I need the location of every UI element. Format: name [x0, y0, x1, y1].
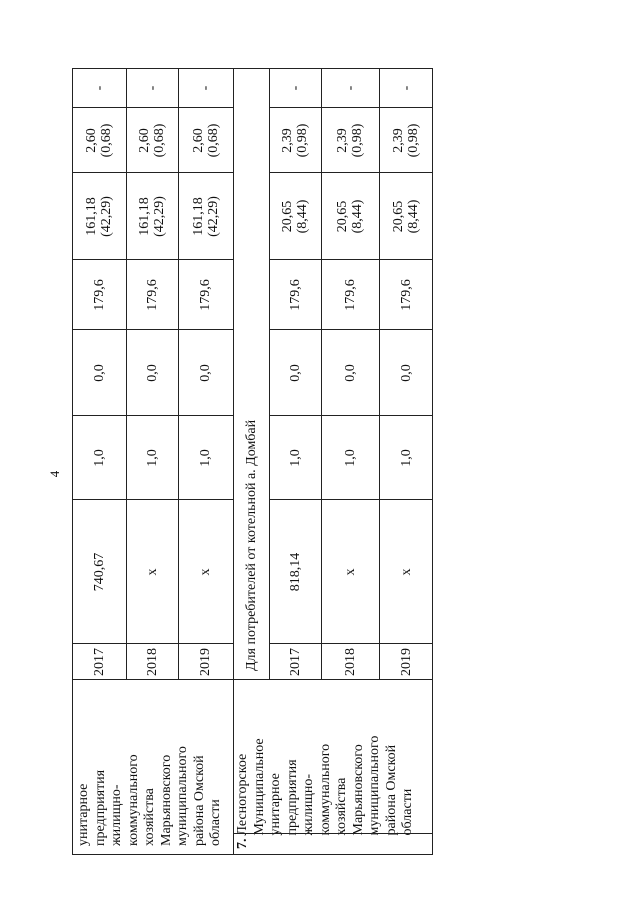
value-cell-4: 179,6	[198, 279, 213, 311]
value-cell-4: 179,6	[91, 279, 107, 311]
value-cell-3: 0,0	[287, 364, 303, 382]
year-cell: 2019	[198, 648, 213, 676]
value-cell-3: 0,0	[144, 364, 160, 382]
value-cell-5: 20,65 (8,44)	[335, 199, 365, 234]
value-cell-1: x	[198, 568, 213, 576]
value-cell-4: 179,6	[342, 279, 358, 311]
value-cell-7: -	[287, 85, 303, 91]
value-cell-5: 161,18 (42,29)	[190, 196, 221, 237]
value-cell-3: 0,0	[398, 364, 414, 382]
value-cell-4: 179,6	[144, 279, 160, 311]
value-cell-6: 2,39 (0,98)	[280, 123, 310, 158]
row-number: 7.	[235, 838, 250, 849]
value-cell-7: -	[198, 85, 213, 91]
value-cell-7: -	[91, 85, 107, 91]
value-cell-2: 1,0	[342, 449, 358, 467]
year-cell: 2018	[144, 648, 160, 676]
value-cell-2: 1,0	[198, 449, 213, 467]
tariff-table-frame	[72, 68, 433, 855]
tariff-table	[72, 68, 433, 855]
page-number: 4	[47, 470, 62, 478]
value-cell-2: 1,0	[144, 449, 160, 467]
year-cell: 2017	[91, 648, 107, 676]
value-cell-1: 740,67	[91, 552, 107, 592]
value-cell-6: 2,60 (0,68)	[190, 123, 221, 158]
value-cell-3: 0,0	[342, 364, 358, 382]
organization-name: Лесногорское Муниципальное унитарное предприятия жилищно- коммунального хозяйства Марьяновского муниципального района Омской области	[235, 735, 415, 836]
year-cell: 2017	[287, 648, 303, 676]
value-cell-5: 161,18 (42,29)	[137, 196, 167, 237]
value-cell-3: 0,0	[91, 364, 107, 382]
value-cell-6: 2,39 (0,98)	[391, 123, 421, 158]
value-cell-7: -	[342, 85, 358, 91]
value-cell-5: 161,18 (42,29)	[84, 196, 114, 237]
value-cell-6: 2,60 (0,68)	[137, 123, 167, 158]
section-title: Для потребителей от котельной а. Домбай	[243, 419, 259, 671]
value-cell-3: 0,0	[198, 364, 213, 382]
year-cell: 2019	[398, 648, 414, 676]
value-cell-1: x	[342, 568, 358, 576]
value-cell-5: 20,65 (8,44)	[280, 199, 310, 234]
value-cell-2: 1,0	[91, 449, 107, 467]
value-cell-7: -	[144, 85, 160, 91]
value-cell-6: 2,60 (0,68)	[84, 123, 114, 158]
value-cell-4: 179,6	[398, 279, 414, 311]
value-cell-1: 818,14	[287, 552, 303, 592]
value-cell-1: x	[144, 568, 160, 576]
table-grid	[72, 68, 433, 855]
year-cell: 2018	[342, 648, 358, 676]
value-cell-6: 2,39 (0,98)	[335, 123, 365, 158]
organization-name: унитарное предприятия жилищно- коммунального хозяйства Марьяновского муниципального района Омской области	[76, 746, 223, 846]
value-cell-4: 179,6	[287, 279, 303, 311]
value-cell-7: -	[398, 85, 414, 91]
value-cell-2: 1,0	[287, 449, 303, 467]
value-cell-1: x	[398, 568, 414, 576]
value-cell-5: 20,65 (8,44)	[391, 199, 421, 234]
value-cell-2: 1,0	[398, 449, 414, 467]
